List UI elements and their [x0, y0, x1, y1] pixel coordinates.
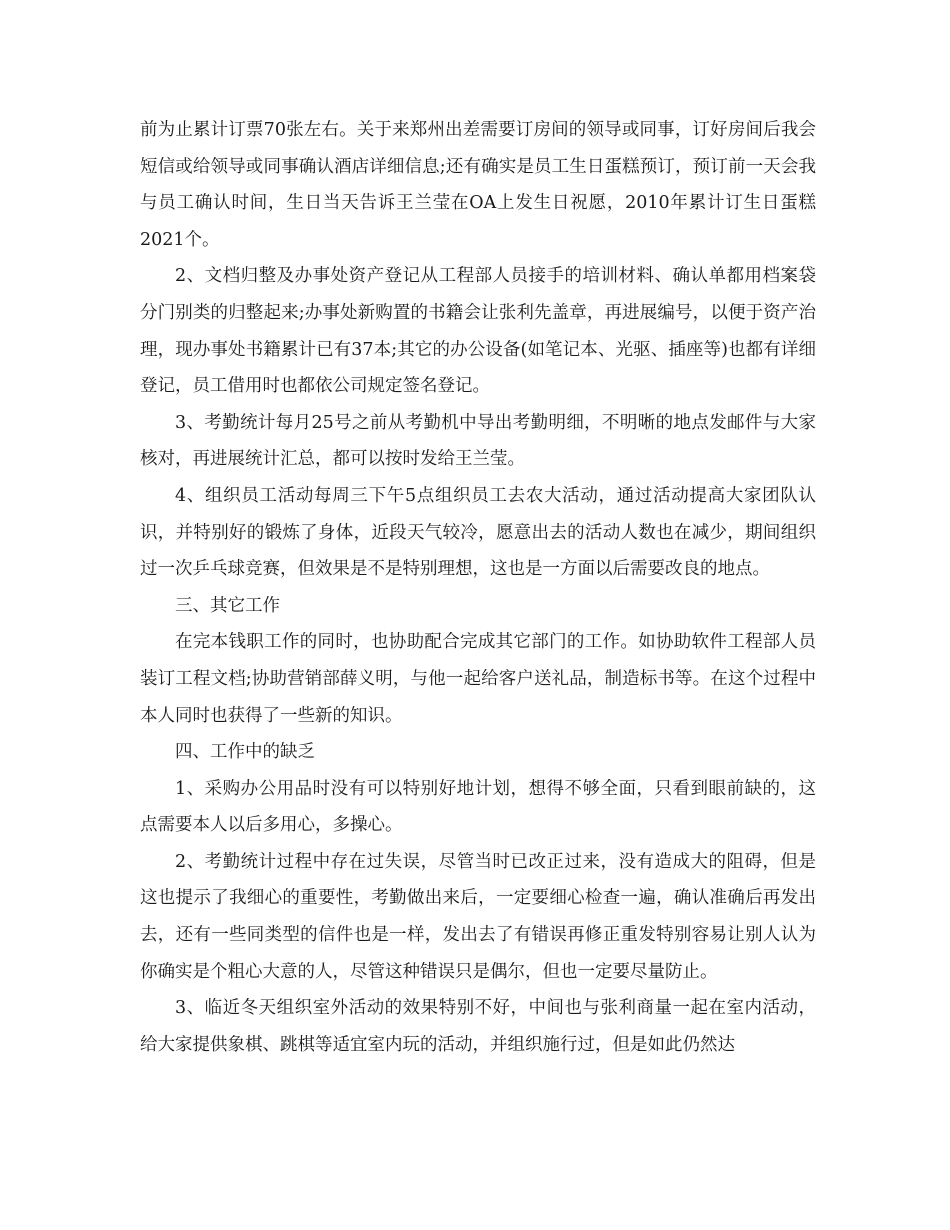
paragraph: 2、文档归整及办事处资产登记从工程部人员接手的培训材料、确认单都用档案袋分门别类的归整起来;办事处新购置的书籍会让张利先盖章，再进展编号，以便于资产治理，现办事处书籍累计已有37本;其它的办公设备(如笔记本、光驱、插座等)也都有详细登记，员工借用时也都依公司规定签名登记。 — [140, 266, 816, 397]
section-heading: 四、工作中的缺乏 — [175, 742, 315, 763]
section-heading: 三、其它工作 — [175, 595, 280, 616]
paragraph: 3、临近冬天组织室外活动的效果特别不好，中间也与张利商量一起在室内活动，给大家提供象棋、跳棋等适宜室内玩的活动，并组织施行过，但是如此仍然达 — [140, 998, 816, 1055]
paragraph: 4、组织员工活动每周三下午5点组织员工去农大活动，通过活动提高大家团队认识，并特别好的锻炼了身体，近段天气较冷，愿意出去的活动人数也在减少，期间组织过一次乒乓球竞赛，但效果是不是特别理想，这也是一方面以后需要改良的地点。 — [140, 485, 816, 580]
paragraph: 1、采购办公用品时没有可以特别好地计划，想得不够全面，只看到眼前缺的，这点需要本人以后多用心，多操心。 — [140, 778, 816, 836]
paragraph: 2、考勤统计过程中存在过失误，尽管当时已改正过来，没有造成大的阻碍，但是这也提示了我细心的重要性，考勤做出来后，一定要细心检查一遍，确认准确后再发出去，还有一些同类型的信件也是一样，发出去了有错误再修正重发特别容易让别人认为你确实是个粗心大意的人，尽管这种错误只是偶尔，但也一定要尽量防止。 — [140, 851, 816, 982]
paragraph: 前为止累计订票70张左右。关于来郑州出差需要订房间的领导或同事，订好房间后我会短信或给领导或同事确认酒店详细信息;还有确实是员工生日蛋糕预订，预订前一天会我与员工确认时间，生日当天告诉王兰莹在OA上发生日祝愿，2010年累计订生日蛋糕2021个。 — [140, 120, 816, 250]
paragraph: 在完本钱职工作的同时，也协助配合完成其它部门的工作。如协助软件工程部人员装订工程文档;协助营销部薛义明，与他一起给客户送礼品，制造标书等。在这个过程中本人同时也获得了一些新的知识。 — [140, 632, 816, 726]
paragraph: 3、考勤统计每月25号之前从考勤机中导出考勤明细，不明晰的地点发邮件与大家核对，再进展统计汇总，都可以按时发给王兰莹。 — [140, 412, 816, 470]
document-body — [140, 112, 816, 1063]
